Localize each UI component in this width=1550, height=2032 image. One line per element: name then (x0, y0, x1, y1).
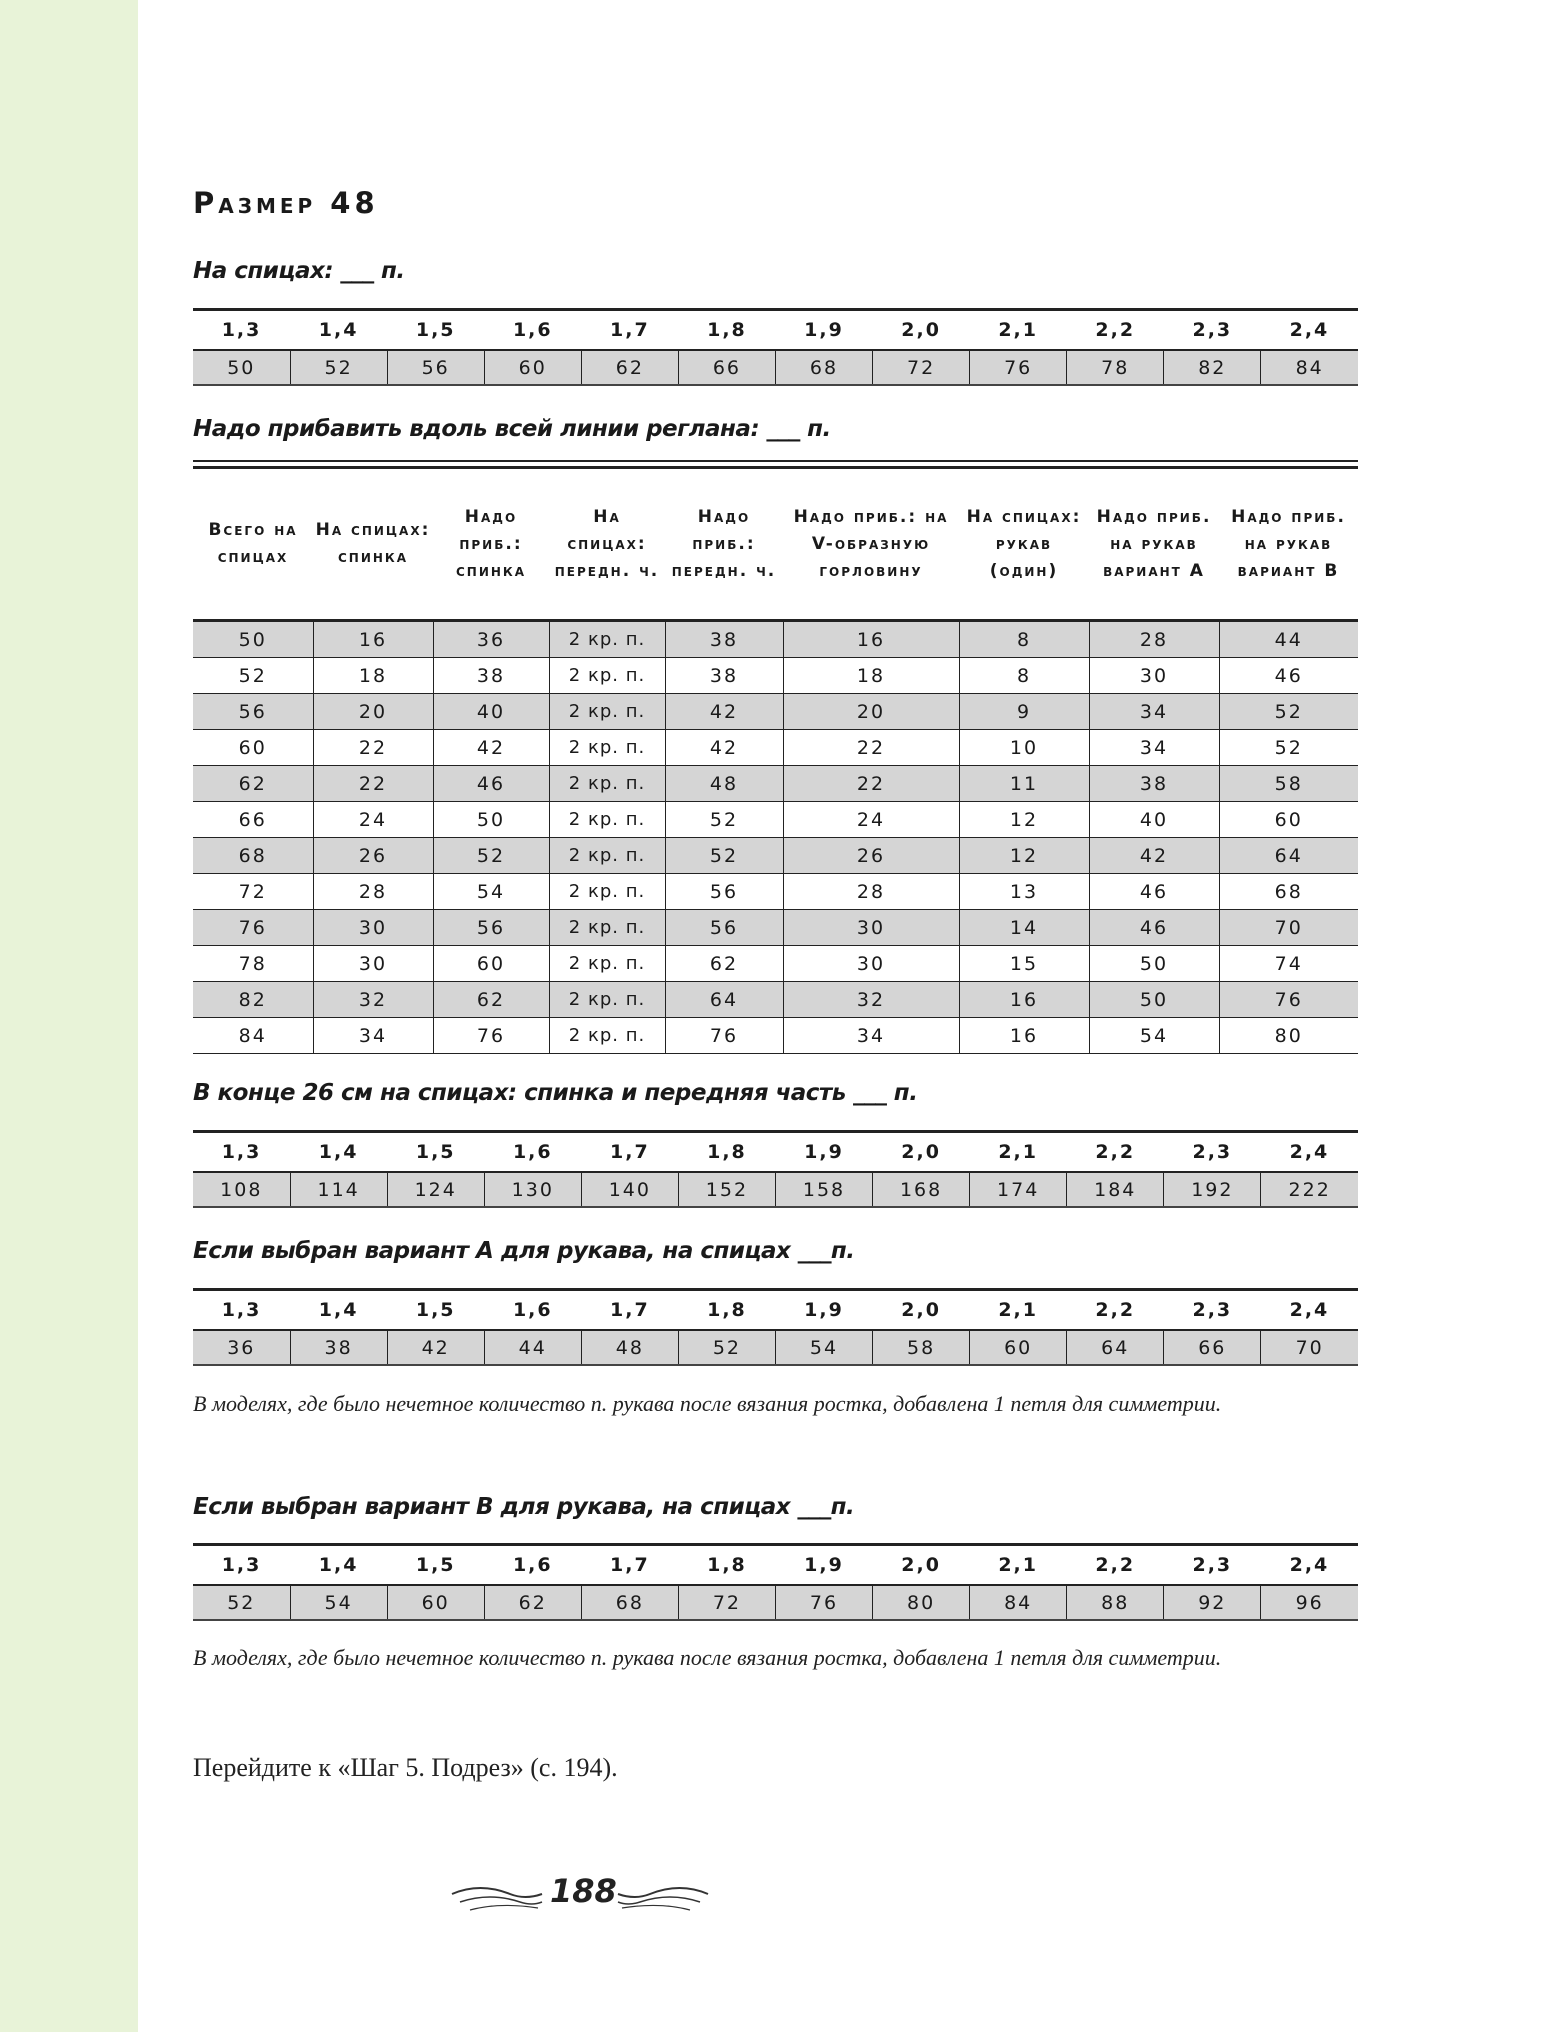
table-cell: 38 (1089, 766, 1219, 802)
table-cell: 8 (959, 621, 1089, 658)
gauge-cell: 1,5 (415, 319, 456, 341)
value-cell: 42 (387, 1330, 484, 1365)
value-cell: 84 (970, 1585, 1067, 1620)
table-cell: 52 (193, 658, 313, 694)
table-cell: 56 (433, 910, 549, 946)
value-cell: 48 (581, 1330, 678, 1365)
table-cell: 52 (433, 838, 549, 874)
gauge-cell: 1,6 (512, 1554, 553, 1576)
table-cell: 11 (959, 766, 1089, 802)
value-cell: 158 (775, 1172, 872, 1207)
table-cell: 72 (193, 874, 313, 910)
gauge-cell: 1,5 (415, 1299, 456, 1321)
table-cell: 40 (1089, 802, 1219, 838)
table-back-front (193, 1130, 1358, 1208)
gauge-cell: 1,4 (318, 1299, 359, 1321)
col-header: Надо приб. на рукав вариант В (1219, 468, 1358, 621)
table-cell: 62 (665, 946, 783, 982)
table-cell: 16 (783, 621, 959, 658)
table-cell: 76 (433, 1018, 549, 1054)
table-cell: 46 (433, 766, 549, 802)
value-cell: 222 (1261, 1172, 1358, 1207)
value-cell: 60 (484, 350, 581, 385)
gauge-cell: 1,3 (221, 1554, 262, 1576)
table-cell: 58 (1219, 766, 1358, 802)
table-cell: 34 (1089, 694, 1219, 730)
note-symmetry-2: В моделях, где было нечетное количество п. рукава после вязания ростка, добавлена 1 петля для симметрии. (193, 1645, 1222, 1670)
table-cell: 78 (193, 946, 313, 982)
margin-stripe (0, 0, 138, 2032)
gauge-cell: 2,4 (1289, 319, 1330, 341)
table-cell: 38 (665, 621, 783, 658)
gauge-cell: 2,0 (901, 1141, 941, 1163)
heading-sleeve-a: Если выбран вариант А для рукава, на спицах ___п. (193, 1238, 855, 1264)
table-cell: 60 (433, 946, 549, 982)
table-row (193, 730, 1358, 766)
table-cell: 38 (665, 658, 783, 694)
value-cell: 66 (1164, 1330, 1261, 1365)
section-title: Размер 48 (193, 186, 379, 220)
table-cell: 16 (313, 621, 433, 658)
table-cell: 64 (665, 982, 783, 1018)
table-row (193, 1018, 1358, 1054)
col-header: Надо приб.: передн. ч. (665, 468, 783, 621)
table-cell: 30 (313, 910, 433, 946)
value-cell: 68 (775, 350, 872, 385)
gauge-cell: 2,0 (901, 319, 941, 341)
table-cell: 28 (313, 874, 433, 910)
table-cell: 2 кр. п. (549, 874, 665, 910)
table-row (193, 874, 1358, 910)
table-cell: 2 кр. п. (549, 802, 665, 838)
table-cell: 2 кр. п. (549, 766, 665, 802)
gauge-cell: 1,9 (804, 1554, 844, 1576)
table-cell: 50 (433, 802, 549, 838)
gauge-cell: 1,7 (610, 1554, 650, 1576)
heading-raglan: Надо прибавить вдоль всей линии реглана: ___ п. (193, 416, 831, 442)
table-cell: 34 (313, 1018, 433, 1054)
value-cell: 38 (290, 1330, 387, 1365)
value-cell: 54 (775, 1330, 872, 1365)
table-cell: 60 (1219, 802, 1358, 838)
table-cell: 52 (665, 802, 783, 838)
value-row (193, 1330, 1358, 1365)
gauge-cell: 1,8 (707, 1141, 747, 1163)
table-cell: 84 (193, 1018, 313, 1054)
value-cell: 72 (678, 1585, 775, 1620)
table-cell: 20 (783, 694, 959, 730)
gauge-cell: 1,8 (707, 1299, 747, 1321)
table-cell: 28 (783, 874, 959, 910)
value-cell: 36 (193, 1330, 290, 1365)
table-cell: 26 (313, 838, 433, 874)
table-row (193, 694, 1358, 730)
table-row (193, 946, 1358, 982)
value-cell: 76 (970, 350, 1067, 385)
table-cell: 46 (1089, 910, 1219, 946)
value-cell: 54 (290, 1585, 387, 1620)
table-cell: 76 (1219, 982, 1358, 1018)
value-cell: 70 (1261, 1330, 1358, 1365)
table-cell: 62 (433, 982, 549, 1018)
gauge-cell: 1,6 (512, 1299, 553, 1321)
table-needles (193, 308, 1358, 386)
table-cell: 48 (665, 766, 783, 802)
value-cell: 114 (290, 1172, 387, 1207)
table-sleeve-a (193, 1288, 1358, 1366)
value-row (193, 350, 1358, 385)
col-header: Надо приб. на рукав вариант А (1089, 468, 1219, 621)
gauge-cell: 1,9 (804, 1141, 844, 1163)
table-cell: 2 кр. п. (549, 1018, 665, 1054)
table-cell: 76 (665, 1018, 783, 1054)
table-cell: 46 (1219, 658, 1358, 694)
page-number: 188 (550, 1872, 617, 1910)
gauge-cell: 1,3 (221, 1141, 262, 1163)
value-cell: 60 (970, 1330, 1067, 1365)
table-cell: 64 (1219, 838, 1358, 874)
col-header: На спицах: передн. ч. (549, 468, 665, 621)
table-cell: 50 (193, 621, 313, 658)
gauge-cell: 2,3 (1192, 1554, 1233, 1576)
table-cell: 82 (193, 982, 313, 1018)
value-cell: 58 (873, 1330, 970, 1365)
gauge-cell: 1,8 (707, 1554, 747, 1576)
table-cell: 52 (1219, 730, 1358, 766)
value-cell: 82 (1164, 350, 1261, 385)
table-cell: 42 (433, 730, 549, 766)
value-cell: 96 (1261, 1585, 1358, 1620)
table-cell: 34 (1089, 730, 1219, 766)
value-cell: 192 (1164, 1172, 1261, 1207)
col-header: Надо приб.: на V-образную горловину (783, 468, 959, 621)
table-row (193, 838, 1358, 874)
goto-step: Перейдите к «Шаг 5. Подрез» (с. 194). (193, 1753, 618, 1782)
gauge-cell: 2,0 (901, 1554, 941, 1576)
gauge-cell: 2,3 (1192, 1299, 1233, 1321)
table-cell: 24 (783, 802, 959, 838)
value-cell: 88 (1067, 1585, 1164, 1620)
value-cell: 80 (873, 1585, 970, 1620)
gauge-cell: 2,1 (998, 1299, 1038, 1321)
table-cell: 22 (783, 730, 959, 766)
gauge-cell: 2,4 (1289, 1141, 1330, 1163)
table-cell: 28 (1089, 621, 1219, 658)
gauge-cell: 1,7 (610, 319, 650, 341)
value-cell: 68 (581, 1585, 678, 1620)
gauge-cell: 1,6 (512, 319, 553, 341)
table-cell: 30 (313, 946, 433, 982)
gauge-cell: 1,4 (318, 1141, 359, 1163)
table-cell: 14 (959, 910, 1089, 946)
table-cell: 32 (783, 982, 959, 1018)
value-cell: 174 (970, 1172, 1067, 1207)
heading-sleeve-b: Если выбран вариант В для рукава, на спицах ___п. (193, 1494, 855, 1520)
table-cell: 40 (433, 694, 549, 730)
table-cell: 52 (1219, 694, 1358, 730)
table-cell: 80 (1219, 1018, 1358, 1054)
table-cell: 30 (783, 946, 959, 982)
gauge-cell: 1,7 (610, 1299, 650, 1321)
gauge-cell: 1,7 (610, 1141, 650, 1163)
table-cell: 76 (193, 910, 313, 946)
table-cell: 56 (193, 694, 313, 730)
gauge-cell: 2,3 (1192, 1141, 1233, 1163)
raglan-body (193, 621, 1358, 1054)
table-cell: 16 (959, 982, 1089, 1018)
gauge-cell: 1,4 (318, 319, 359, 341)
table-cell: 2 кр. п. (549, 910, 665, 946)
gauge-row (193, 310, 1358, 351)
gauge-cell: 1,8 (707, 319, 747, 341)
table-cell: 56 (665, 910, 783, 946)
value-cell: 184 (1067, 1172, 1164, 1207)
table-cell: 2 кр. п. (549, 694, 665, 730)
value-cell: 66 (678, 350, 775, 385)
table-cell: 68 (1219, 874, 1358, 910)
value-cell: 52 (193, 1585, 290, 1620)
gauge-cell: 2,2 (1095, 1299, 1136, 1321)
table-cell: 70 (1219, 910, 1358, 946)
table-cell: 50 (1089, 946, 1219, 982)
table-row (193, 982, 1358, 1018)
value-cell: 124 (387, 1172, 484, 1207)
gauge-cell: 2,1 (998, 319, 1038, 341)
value-cell: 60 (387, 1585, 484, 1620)
value-row (193, 1585, 1358, 1620)
gauge-cell: 1,9 (804, 319, 844, 341)
table-cell: 52 (665, 838, 783, 874)
table-cell: 18 (783, 658, 959, 694)
table-cell: 42 (665, 730, 783, 766)
gauge-cell: 1,5 (415, 1141, 456, 1163)
table-cell: 24 (313, 802, 433, 838)
raglan-header-row (193, 468, 1358, 621)
gauge-cell: 2,1 (998, 1141, 1038, 1163)
table-cell: 20 (313, 694, 433, 730)
value-cell: 78 (1067, 350, 1164, 385)
table-cell: 32 (313, 982, 433, 1018)
gauge-row (193, 1545, 1358, 1586)
gauge-cell: 2,4 (1289, 1554, 1330, 1576)
divider (193, 460, 1358, 462)
gauge-cell: 2,2 (1095, 1554, 1136, 1576)
table-cell: 54 (433, 874, 549, 910)
table-sleeve-b (193, 1543, 1358, 1621)
table-cell: 22 (313, 730, 433, 766)
table-cell: 60 (193, 730, 313, 766)
gauge-cell: 2,0 (901, 1299, 941, 1321)
gauge-cell: 1,6 (512, 1141, 553, 1163)
table-row (193, 621, 1358, 658)
gauge-row (193, 1132, 1358, 1173)
gauge-cell: 1,5 (415, 1554, 456, 1576)
table-cell: 10 (959, 730, 1089, 766)
gauge-row (193, 1290, 1358, 1331)
value-cell: 92 (1164, 1585, 1261, 1620)
value-cell: 52 (678, 1330, 775, 1365)
table-cell: 18 (313, 658, 433, 694)
gauge-cell: 1,3 (221, 319, 262, 341)
table-row (193, 658, 1358, 694)
table-cell: 68 (193, 838, 313, 874)
gauge-cell: 2,4 (1289, 1299, 1330, 1321)
value-cell: 108 (193, 1172, 290, 1207)
value-cell: 84 (1261, 350, 1358, 385)
value-cell: 62 (484, 1585, 581, 1620)
value-cell: 56 (387, 350, 484, 385)
table-row (193, 802, 1358, 838)
table-cell: 30 (783, 910, 959, 946)
table-row (193, 910, 1358, 946)
value-cell: 130 (484, 1172, 581, 1207)
table-cell: 74 (1219, 946, 1358, 982)
value-cell: 64 (1067, 1330, 1164, 1365)
page-footer (450, 1872, 710, 1922)
table-cell: 34 (783, 1018, 959, 1054)
table-cell: 8 (959, 658, 1089, 694)
heading-needles: На спицах: ___ п. (193, 258, 405, 284)
table-cell: 54 (1089, 1018, 1219, 1054)
table-cell: 36 (433, 621, 549, 658)
value-cell: 168 (873, 1172, 970, 1207)
gauge-cell: 1,9 (804, 1299, 844, 1321)
gauge-cell: 2,1 (998, 1554, 1038, 1576)
table-cell: 66 (193, 802, 313, 838)
table-cell: 22 (783, 766, 959, 802)
table-cell: 42 (1089, 838, 1219, 874)
col-header: На спицах: рукав (один) (959, 468, 1089, 621)
table-cell: 50 (1089, 982, 1219, 1018)
value-cell: 76 (775, 1585, 872, 1620)
table-cell: 56 (665, 874, 783, 910)
table-cell: 30 (1089, 658, 1219, 694)
table-cell: 12 (959, 802, 1089, 838)
value-cell: 50 (193, 350, 290, 385)
table-cell: 15 (959, 946, 1089, 982)
col-header: Надо приб.: спинка (433, 468, 549, 621)
table-cell: 46 (1089, 874, 1219, 910)
table-cell: 13 (959, 874, 1089, 910)
table-cell: 16 (959, 1018, 1089, 1054)
table-cell: 9 (959, 694, 1089, 730)
table-cell: 22 (313, 766, 433, 802)
table-cell: 38 (433, 658, 549, 694)
table-raglan (193, 466, 1358, 1054)
table-cell: 2 кр. п. (549, 982, 665, 1018)
gauge-cell: 1,3 (221, 1299, 262, 1321)
note-symmetry: В моделях, где было нечетное количество п. рукава после вязания ростка, добавлена 1 петля для симметрии. (193, 1391, 1222, 1416)
value-cell: 52 (290, 350, 387, 385)
value-cell: 44 (484, 1330, 581, 1365)
col-header: На спицах: спинка (313, 468, 433, 621)
value-cell: 152 (678, 1172, 775, 1207)
table-row (193, 766, 1358, 802)
table-cell: 62 (193, 766, 313, 802)
value-row (193, 1172, 1358, 1207)
gauge-cell: 2,2 (1095, 1141, 1136, 1163)
table-cell: 2 кр. п. (549, 658, 665, 694)
table-cell: 2 кр. п. (549, 730, 665, 766)
value-cell: 72 (873, 350, 970, 385)
heading-back-front: В конце 26 см на спицах: спинка и передняя часть ___ п. (193, 1080, 918, 1106)
table-cell: 12 (959, 838, 1089, 874)
gauge-cell: 2,2 (1095, 319, 1136, 341)
table-cell: 26 (783, 838, 959, 874)
col-header: Всего на спицах (193, 468, 313, 621)
table-cell: 44 (1219, 621, 1358, 658)
value-cell: 62 (581, 350, 678, 385)
table-cell: 2 кр. п. (549, 621, 665, 658)
value-cell: 140 (581, 1172, 678, 1207)
table-cell: 2 кр. п. (549, 838, 665, 874)
gauge-cell: 1,4 (318, 1554, 359, 1576)
gauge-cell: 2,3 (1192, 319, 1233, 341)
table-cell: 42 (665, 694, 783, 730)
table-cell: 2 кр. п. (549, 946, 665, 982)
